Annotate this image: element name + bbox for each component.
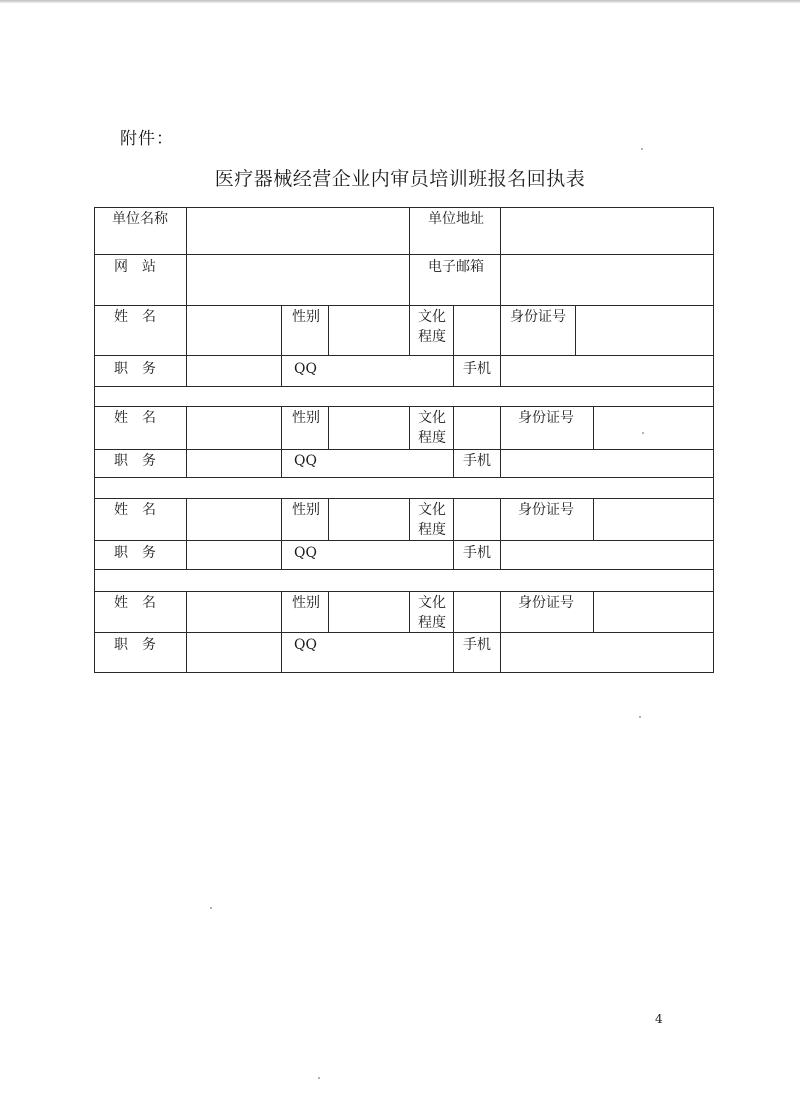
position-label: 职 务 — [114, 637, 156, 653]
id-number-label: 身份证号 — [518, 410, 574, 426]
qq-field[interactable] — [329, 633, 453, 672]
id-number-field[interactable] — [576, 306, 713, 355]
website-field[interactable] — [187, 255, 409, 305]
education-label-line2: 程度 — [418, 615, 446, 631]
name-label: 姓 名 — [114, 410, 156, 426]
qq-label: QQ — [294, 637, 317, 653]
scan-speck — [318, 1077, 320, 1079]
unit-address-label: 单位地址 — [428, 211, 484, 227]
mobile-field[interactable] — [501, 541, 713, 569]
education-label-line1: 文化 — [418, 502, 446, 518]
id-number-label: 身份证号 — [518, 595, 574, 611]
unit-name-label: 单位名称 — [112, 211, 168, 227]
position-field[interactable] — [187, 541, 281, 569]
gender-field[interactable] — [329, 306, 409, 355]
qq-field[interactable] — [329, 356, 453, 386]
id-number-label: 身份证号 — [510, 309, 566, 325]
qq-label: QQ — [294, 545, 317, 561]
id-number-label: 身份证号 — [518, 502, 574, 518]
name-label: 姓 名 — [114, 309, 156, 325]
website-label: 网 站 — [114, 259, 156, 275]
position-field[interactable] — [187, 356, 281, 386]
qq-label: QQ — [294, 361, 317, 377]
col-divider — [409, 406, 410, 449]
row-divider — [94, 386, 714, 387]
id-number-field[interactable] — [594, 592, 713, 632]
name-field[interactable] — [187, 499, 281, 540]
education-field[interactable] — [454, 592, 500, 632]
mobile-label: 手机 — [463, 361, 491, 377]
mobile-label: 手机 — [463, 637, 491, 653]
email-label: 电子邮箱 — [428, 259, 484, 275]
col-divider — [409, 305, 410, 355]
gender-field[interactable] — [329, 499, 409, 540]
position-field[interactable] — [187, 450, 281, 477]
education-label-line1: 文化 — [418, 595, 446, 611]
attachment-label: 附件： — [120, 129, 174, 149]
scan-top-edge — [0, 0, 800, 3]
position-label: 职 务 — [114, 361, 156, 377]
col-divider — [409, 498, 410, 540]
education-field[interactable] — [454, 407, 500, 449]
qq-field[interactable] — [329, 450, 453, 477]
scan-speck — [641, 148, 643, 150]
col-divider — [281, 591, 282, 673]
education-field[interactable] — [454, 499, 500, 540]
scan-speck — [210, 907, 212, 909]
form-title: 医疗器械经营企业内审员培训班报名回执表 — [214, 168, 586, 190]
scan-speck — [639, 716, 641, 718]
qq-label: QQ — [294, 453, 317, 469]
gender-label: 性别 — [292, 502, 320, 518]
qq-field[interactable] — [329, 541, 453, 569]
name-field[interactable] — [187, 592, 281, 632]
gender-label: 性别 — [292, 410, 320, 426]
name-field[interactable] — [187, 407, 281, 449]
col-divider — [281, 406, 282, 477]
gender-label: 性别 — [292, 309, 320, 325]
col-divider — [281, 498, 282, 569]
position-field[interactable] — [187, 633, 281, 672]
col-divider — [281, 305, 282, 386]
col-divider — [409, 591, 410, 632]
unit-address-field[interactable] — [501, 208, 713, 254]
page-number: 4 — [655, 1012, 663, 1026]
col-divider — [409, 207, 410, 305]
email-field[interactable] — [501, 255, 713, 305]
position-label: 职 务 — [114, 545, 156, 561]
gender-field[interactable] — [329, 407, 409, 449]
name-field[interactable] — [187, 306, 281, 355]
mobile-field[interactable] — [501, 450, 713, 477]
table-border-left — [94, 207, 95, 673]
gender-label: 性别 — [292, 595, 320, 611]
name-label: 姓 名 — [114, 595, 156, 611]
mobile-field[interactable] — [501, 633, 713, 672]
gender-field[interactable] — [329, 592, 409, 632]
education-label-line2: 程度 — [418, 430, 446, 446]
education-field[interactable] — [454, 306, 500, 355]
education-label-line2: 程度 — [418, 522, 446, 538]
education-label-line1: 文化 — [418, 410, 446, 426]
registration-form-table — [94, 207, 714, 673]
id-number-field[interactable] — [594, 499, 713, 540]
position-label: 职 务 — [114, 453, 156, 469]
name-label: 姓 名 — [114, 502, 156, 518]
id-number-field[interactable] — [594, 407, 713, 449]
row-divider — [94, 569, 714, 570]
education-label-line2: 程度 — [418, 329, 446, 345]
unit-name-field[interactable] — [187, 208, 409, 254]
row-divider — [94, 477, 714, 478]
mobile-label: 手机 — [463, 545, 491, 561]
mobile-field[interactable] — [501, 356, 713, 386]
mobile-label: 手机 — [463, 453, 491, 469]
education-label-line1: 文化 — [418, 309, 446, 325]
scan-speck — [642, 432, 644, 434]
table-border-right — [713, 207, 714, 673]
